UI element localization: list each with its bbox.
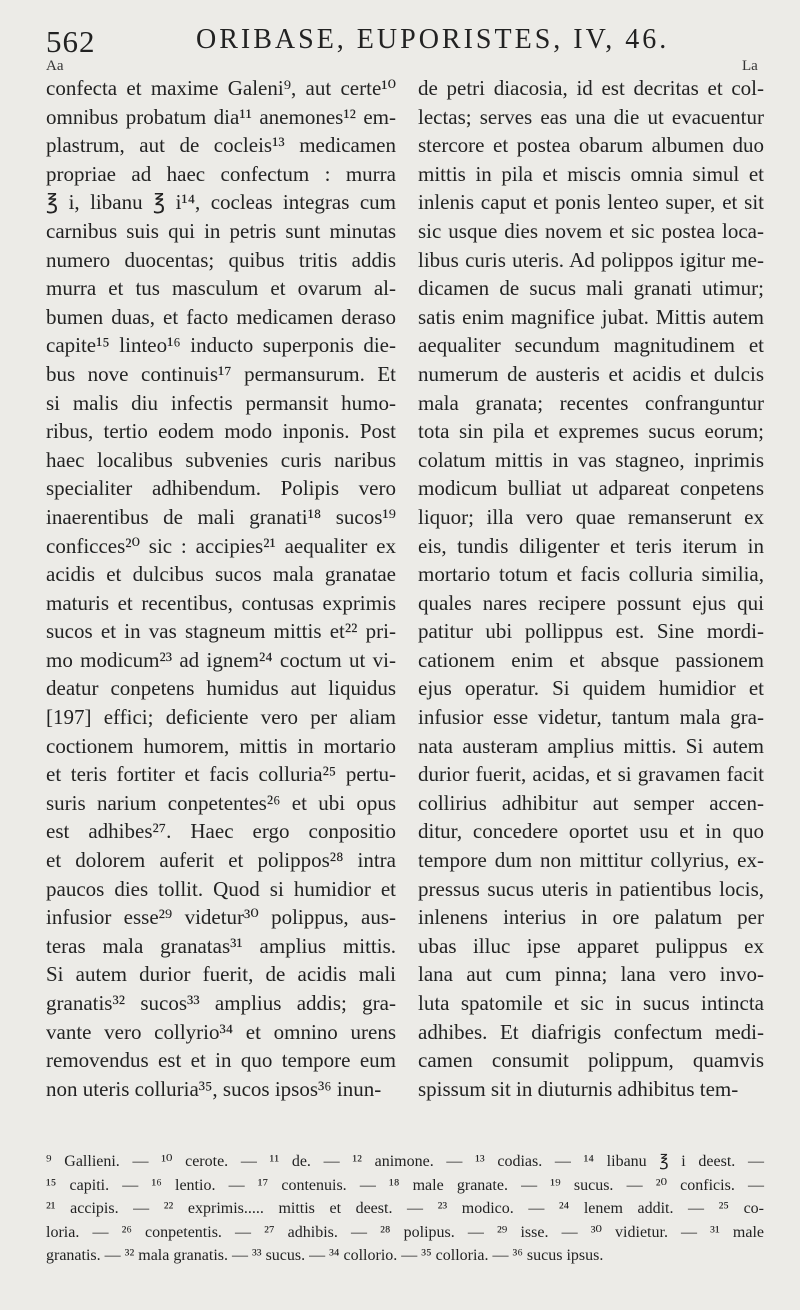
text-line: inaerentibus de mali granati¹⁸ sucos¹⁹ <box>46 504 396 529</box>
text-line: acidis et dulcibus sucos mala granatae <box>46 562 396 587</box>
text-line: durior fuerit, acidas, et si gravamen facit <box>418 762 764 787</box>
text-line: satis enim magnifice jubat. Mittis autem <box>418 304 764 329</box>
text-line: vante vero collyrio³⁴ et omnino urens <box>46 1019 396 1044</box>
text-line: tota sin pila et expremes sucus eorum; <box>418 419 764 444</box>
text-line: eis, tundis diligenter et teris iterum in <box>418 533 764 558</box>
footnote-line: loria. — ²⁶ conpetentis. — ²⁷ adhibis. — ²⁸ polipus. — ²⁹ isse. — ³⁰ vidietur. — ³¹ male <box>46 1223 764 1241</box>
text-line: collirius adhibitur aut semper accen- <box>418 790 764 815</box>
text-line: confecta et maxime Galeni⁹, aut certe¹⁰ <box>46 76 396 100</box>
text-line: mala granata; recentes confranguntur <box>418 390 764 415</box>
text-line: deatur conpetens humidus aut liquidus <box>46 676 396 701</box>
text-line: sucos et in vas stagneum mittis et²² pri- <box>46 619 396 644</box>
text-line: haec localibus subvenies curis naribus <box>46 447 396 472</box>
running-title: ORIBASE, EUPORISTES, IV, 46. <box>196 24 670 55</box>
text-line: numerum de austeris et acidis et dulcis <box>418 361 764 386</box>
text-line: adhibes. Et diafrigis confectum medi- <box>418 1019 764 1044</box>
text-line: bus nove continuis¹⁷ permansurum. Et <box>46 361 396 386</box>
text-line: non uteris colluria³⁵, sucos ipsos³⁶ inun- <box>46 1076 382 1101</box>
text-line: modicum bulliat ut adpareat conpetens <box>418 476 764 501</box>
text-line: mittis in pila et miscis omnia simul et <box>418 161 764 186</box>
text-line: lana aut cum pinna; lana vero invo- <box>418 962 764 987</box>
text-line: sic usque dies novem et sic postea loca- <box>418 218 764 243</box>
text-line: luta spatomile et sic in sucus intincta <box>418 991 764 1015</box>
text-line: liquor; illa vero quae remanserunt ex <box>418 504 764 529</box>
text-line: plastrum, aut de cocleis¹³ medicamen <box>46 133 396 158</box>
text-line: spissum sit in diuturnis adhibitus tem- <box>418 1076 739 1101</box>
text-line: colatum mittis in vas stagneo, inprimis <box>418 447 764 472</box>
text-line: ubas illuc ipse apparet pulippus ex <box>418 933 764 958</box>
text-line: cationem enim et absque passionem <box>418 647 764 672</box>
text-line: si malis diu infectis permansit humo- <box>46 390 396 415</box>
text-line: infusior esse videtur, tantum mala gra- <box>418 705 764 730</box>
text-line: patitur ubi pollippus est. Sine mordi- <box>418 619 764 644</box>
footnote-line: ¹⁵ capiti. — ¹⁶ lentio. — ¹⁷ contenuis. — ¹⁸ male granate. — ¹⁹ sucus. — ²⁰ conficis. — <box>46 1176 764 1194</box>
page-number: 562 <box>46 24 96 59</box>
text-line: ribus, tertio eodem modo inponis. Post <box>46 419 396 444</box>
text-line: et dolorem auferit et polippos²⁸ intra <box>46 848 396 873</box>
footnote-line: ⁹ Gallieni. — ¹⁰ cerote. — ¹¹ de. — ¹² animone. — ¹³ codias. — ¹⁴ libanu ℥ i deest. — <box>46 1153 764 1170</box>
text-line: suris narium conpetentes²⁶ et ubi opus <box>46 790 396 815</box>
text-line: conficces²⁰ sic : accipies²¹ aequaliter ex <box>46 533 396 558</box>
text-line: ℥ i, libanu ℥ i¹⁴, cocleas integras cum <box>46 190 396 215</box>
text-line: teras mala granatas³¹ amplius mittis. <box>46 933 396 958</box>
page-header <box>0 24 800 60</box>
text-line: ejus operatur. Si quidem humidior et <box>418 676 764 701</box>
text-line: Si autem durior fuerit, de acidis mali <box>46 962 396 987</box>
text-line: propriae ad haec confectum : murra <box>46 161 396 186</box>
footnotes <box>46 1150 764 1268</box>
text-line: inlenens interius in ore palatum per <box>418 905 764 930</box>
text-line: de petri diacosia, id est decritas et col- <box>418 76 764 100</box>
text-line: quales nares recipere possunt ejus qui <box>418 590 764 615</box>
footnote-line: granatis. — ³² mala granatis. — ³³ sucus. — ³⁴ collorio. — ³⁵ colloria. — ³⁶ sucus ipsus. <box>46 1247 604 1264</box>
text-line: aequaliter secundum magnitudinem et <box>418 333 764 358</box>
text-line: et teris fortiter et facis colluria²⁵ pertu- <box>46 762 396 787</box>
text-line: [197] effici; deficiente vero per aliam <box>46 705 396 730</box>
left-text-column <box>46 74 396 1103</box>
text-line: removendus est et in quo tempore eum <box>46 1048 396 1073</box>
text-line: est adhibes²⁷. Haec ergo conpositio <box>46 819 396 844</box>
right-text-column <box>418 74 764 1103</box>
right-column-marker: La <box>742 58 758 74</box>
text-line: paucos dies tollit. Quod si humidior et <box>46 876 396 901</box>
text-line: granatis³² sucos³³ amplius addis; gra- <box>46 991 396 1015</box>
text-line: mortario totum et facis colluria similia, <box>418 562 764 587</box>
text-line: maturis et recentibus, contusas exprimis <box>46 590 396 615</box>
text-line: specialiter adhibendum. Polipis vero <box>46 476 396 501</box>
text-line: stercore et postea obarum albumen duo <box>418 133 764 158</box>
footnote-line: ²¹ accipis. — ²² exprimis..... mittis et deest. — ²³ modico. — ²⁴ lenem addit. — ²⁵ co- <box>46 1200 764 1217</box>
text-line: carnibus suis qui in petris sunt minutas <box>46 218 396 243</box>
text-line: infusior esse²⁹ videtur³⁰ polippus, aus- <box>46 905 396 930</box>
text-line: coctionem humorem, mittis in mortario <box>46 733 396 758</box>
text-line: lectas; serves eas una die ut evacuentur <box>418 104 764 129</box>
text-line: dicamen de sucus mali granati utimur; <box>418 276 764 301</box>
text-line: camen consumit polippum, quamvis <box>418 1048 764 1073</box>
left-column-marker: Aa <box>46 58 64 74</box>
text-line: pressus sucus uteris in patientibus locis, <box>418 876 764 901</box>
text-line: tempore dum non mittitur collyrius, ex- <box>418 848 764 873</box>
text-line: nata austeram amplius mittis. Si autem <box>418 733 764 758</box>
text-line: ditur, concedere oportet usu et in quo <box>418 819 764 844</box>
text-line: bumen duas, et facto medicamen deraso <box>46 304 396 329</box>
text-line: murra et tus masculum et ovarum al- <box>46 276 396 301</box>
text-line: numero duocentas; quibus tritis addis <box>46 247 396 272</box>
text-line: libus curis uteris. Ad polippos igitur me- <box>418 247 764 272</box>
text-line: omnibus probatum dia¹¹ anemones¹² em- <box>46 104 396 129</box>
text-line: capite¹⁵ linteo¹⁶ inducto superponis die- <box>46 333 396 358</box>
text-line: mo modicum²³ ad ignem²⁴ coctum ut vi- <box>46 647 396 672</box>
text-line: inlenis caput et ponis lenteo super, et sit <box>418 190 764 215</box>
